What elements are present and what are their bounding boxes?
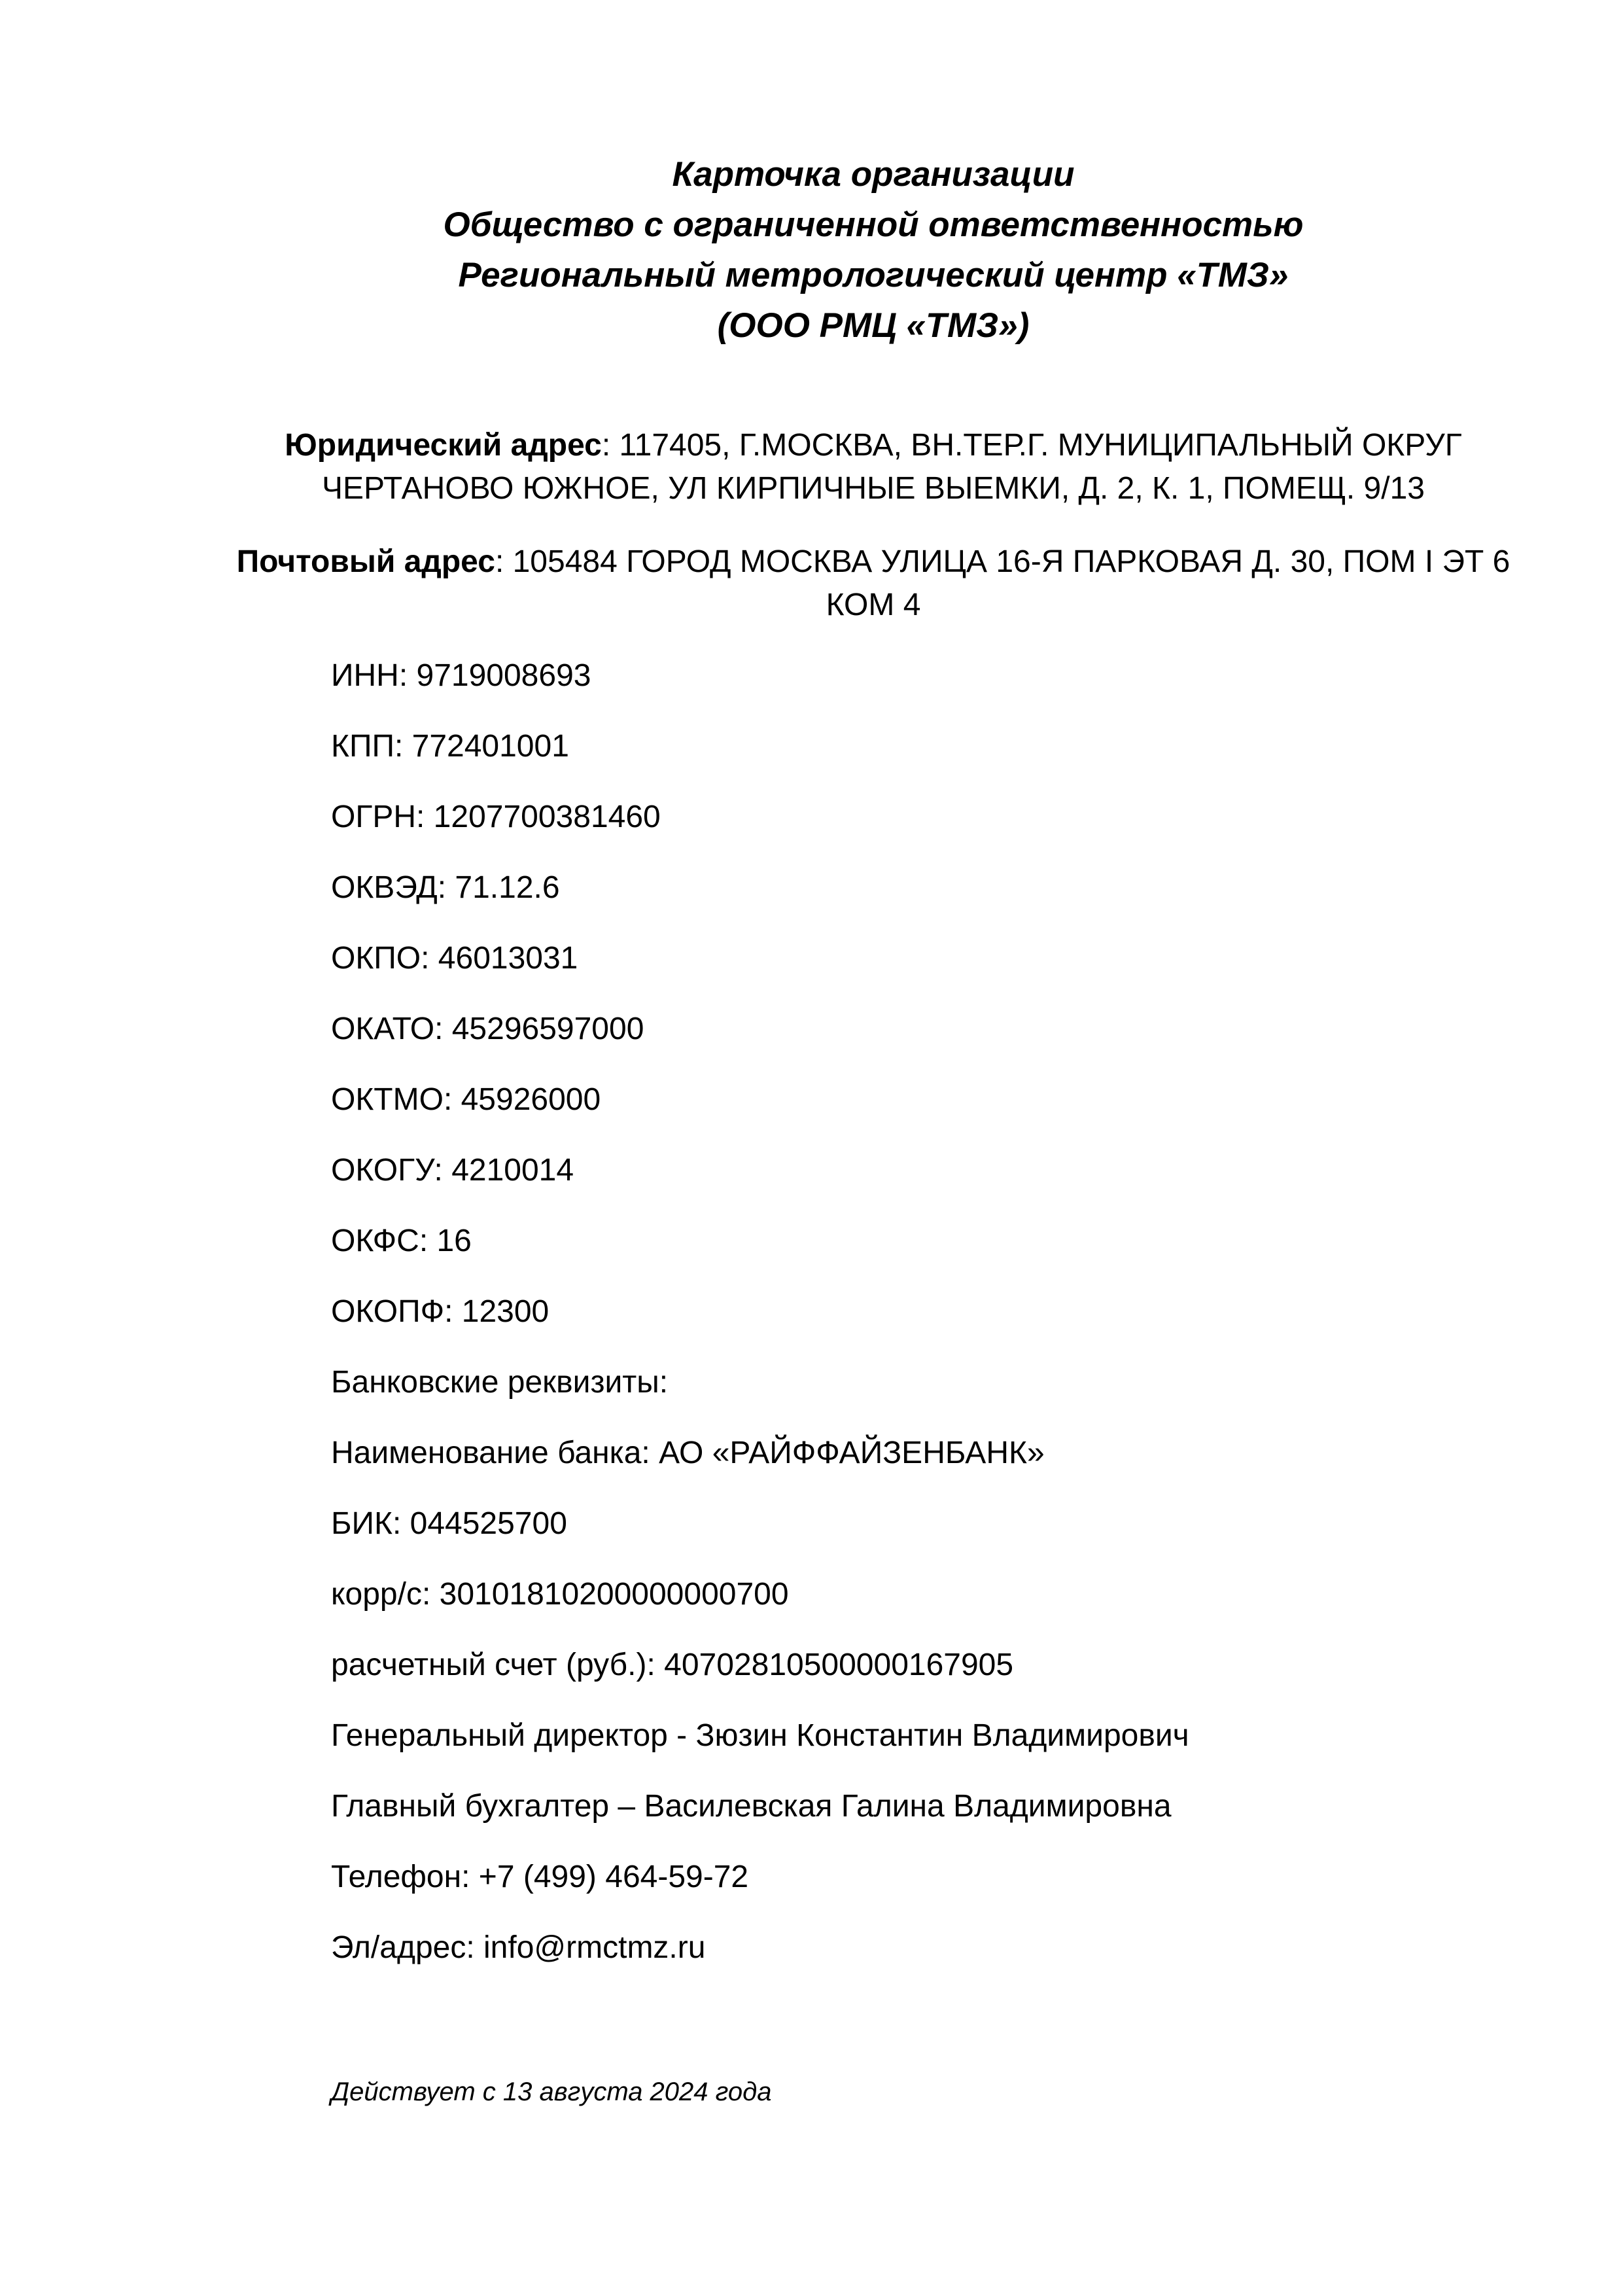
title-line-company-name: Региональный метрологический центр «ТМЗ» (458, 256, 1289, 294)
oktmo-field: ОКТМО: 45926000 (331, 1082, 601, 1117)
bik-field: БИК: 044525700 (331, 1506, 567, 1541)
kpp-field: КПП: 772401001 (331, 729, 569, 764)
effective-date-note: Действует с 13 августа 2024 года (331, 2077, 772, 2106)
inn-field: ИНН: 9719008693 (331, 658, 591, 693)
bank-name-field: Наименование банка: АО «РАЙФФАЙЗЕНБАНК» (331, 1436, 1045, 1470)
settlement-account-field: расчетный счет (руб.): 40702810500000167905 (331, 1648, 1014, 1682)
title-line-card: Карточка организации (672, 155, 1075, 194)
chief-accountant-field: Главный бухгалтер – Василевская Галина Владимировна (331, 1789, 1172, 1824)
okogu-field: ОКОГУ: 4210014 (331, 1153, 574, 1188)
title-line-short-name: (ООО РМЦ «ТМЗ») (717, 306, 1030, 345)
okved-field: ОКВЭД: 71.12.6 (331, 870, 560, 905)
requisites-list (331, 657, 1509, 2000)
legal-address (222, 424, 1524, 510)
okfs-field: ОКФС: 16 (331, 1224, 472, 1258)
bank-details-heading: Банковские реквизиты: (331, 1365, 669, 1400)
legal-address-value: : 117405, Г.МОСКВА, ВН.ТЕР.Г. МУНИЦИПАЛЬНЫЙ ОКРУГ ЧЕРТАНОВО ЮЖНОЕ, УЛ КИРПИЧНЫЕ ВЫЕМКИ, Д. 2, К. 1, ПОМЕЩ. 9/13 (322, 428, 1462, 506)
legal-address-label: Юридический адрес (285, 428, 602, 463)
postal-address-label: Почтовый адрес (236, 544, 495, 579)
phone-field: Телефон: +7 (499) 464-59-72 (331, 1860, 749, 1894)
document-title (222, 149, 1524, 351)
okpo-field: ОКПО: 46013031 (331, 941, 578, 976)
ogrn-field: ОГРН: 1207700381460 (331, 800, 661, 834)
okopf-field: ОКОПФ: 12300 (331, 1294, 550, 1329)
postal-address-value: : 105484 ГОРОД МОСКВА УЛИЦА 16-Я ПАРКОВАЯ Д. 30, ПОМ I ЭТ 6 КОМ 4 (495, 544, 1510, 622)
okato-field: ОКАТО: 45296597000 (331, 1012, 644, 1046)
postal-address (222, 540, 1524, 627)
corr-account-field: корр/с: 30101810200000000700 (331, 1577, 789, 1612)
title-line-company-form: Общество с ограниченной ответственностью (443, 205, 1304, 244)
email-field: Эл/адрес: info@rmctmz.ru (331, 1930, 706, 1965)
general-director-field: Генеральный директор - Зюзин Константин Владимирович (331, 1718, 1189, 1753)
